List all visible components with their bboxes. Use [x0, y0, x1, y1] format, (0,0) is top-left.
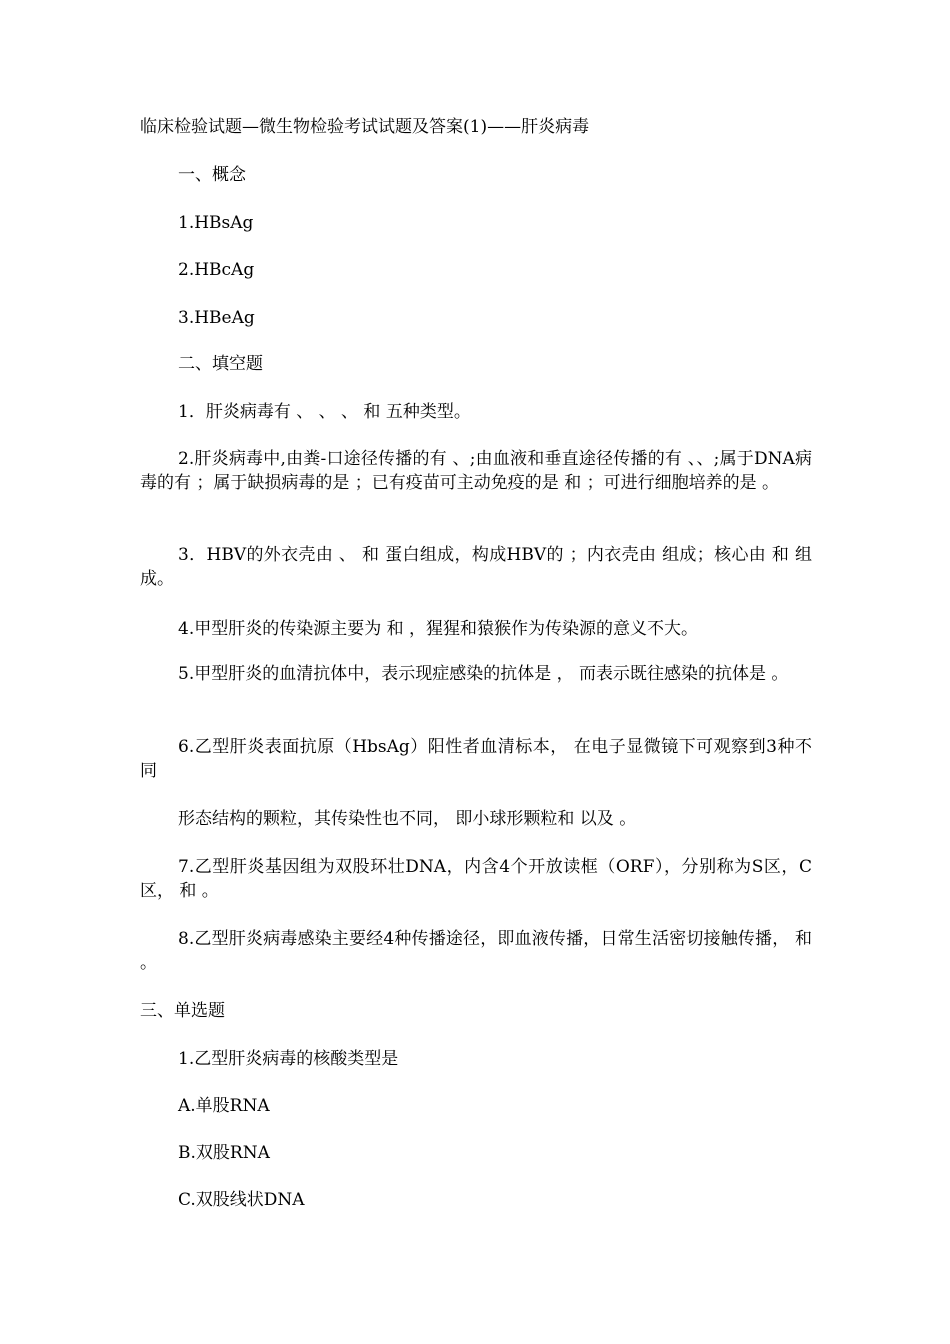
choice-option-c: C.双股线状DNA [178, 1190, 305, 1210]
document-title: 临床检验试题—微生物检验考试试题及答案(1)——肝炎病毒 [140, 117, 590, 137]
choice-option-b: B.双股RNA [178, 1143, 270, 1163]
fill-blank-question-5: 5.甲型肝炎的血清抗体中，表示现症感染的抗体是 ， 而表示既往感染的抗体是 。 [178, 664, 789, 684]
fill-blank-question-7: 7.乙型肝炎基因组为双股环壮DNA，内含4个开放读框（ORF），分别称为S区，C区， 和 。 [140, 857, 812, 901]
section-heading-single-choice: 三、单选题 [140, 1001, 225, 1021]
fill-blank-question-1: 1．肝炎病毒有 、 、 、 和 五种类型。 [178, 402, 471, 422]
concept-item: 2.HBcAg [178, 260, 255, 280]
concept-item: 3.HBeAg [178, 308, 255, 328]
section-heading-concepts: 一、概念 [178, 165, 246, 185]
fill-blank-question-2: 2.肝炎病毒中,由粪-口途径传播的有 、;由血液和垂直途径传播的有 、、;属于DNA病毒的有 ；属于缺损病毒的是 ；已有疫苗可主动免疫的是 和 ；可进行细胞培养的是 。 [140, 449, 812, 493]
single-choice-question-1: 1.乙型肝炎病毒的核酸类型是 [178, 1049, 399, 1069]
concept-item: 1.HBsAg [178, 213, 254, 233]
fill-blank-question-3: 3．HBV的外衣壳由 、 和 蛋白组成，构成HBV的 ；内衣壳由 组成；核心由 和 组成。 [140, 545, 812, 589]
fill-blank-question-6-continued: 形态结构的颗粒，其传染性也不同， 即小球形颗粒和 以及 。 [178, 809, 637, 829]
section-heading-fill-blank: 二、填空题 [178, 354, 263, 374]
fill-blank-question-8: 8.乙型肝炎病毒感染主要经4种传播途径，即血液传播，日常生活密切接触传播， 和 。 [140, 929, 812, 973]
fill-blank-question-6: 6.乙型肝炎表面抗原（HbsAg）阳性者血清标本， 在电子显微镜下可观察到3种不同 [140, 737, 812, 781]
choice-option-a: A.单股RNA [178, 1096, 270, 1116]
fill-blank-question-4: 4.甲型肝炎的传染源主要为 和 ，猩猩和猿猴作为传染源的意义不大。 [178, 619, 699, 639]
